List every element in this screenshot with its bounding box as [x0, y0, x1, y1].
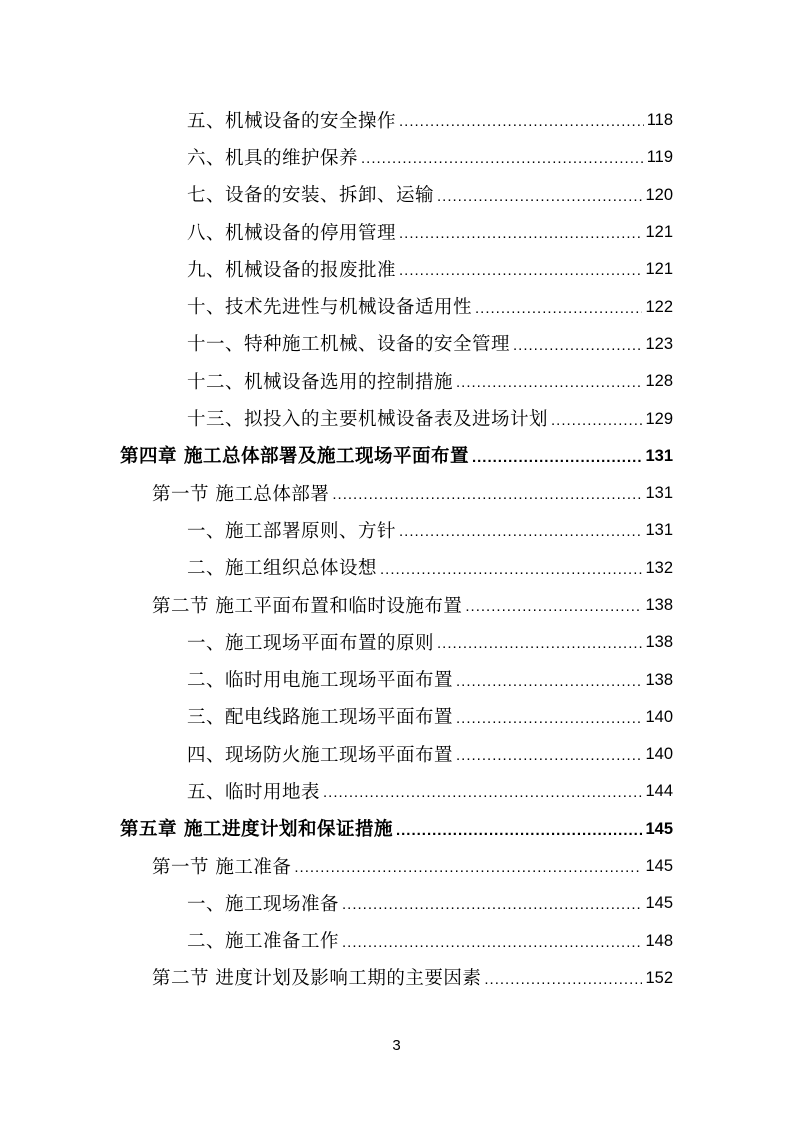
page-number: 3 [392, 1037, 401, 1054]
toc-dot-leader [513, 337, 642, 354]
toc-entry-title: 二、施工准备工作 [187, 931, 340, 953]
toc-entry-page: 118 [646, 111, 673, 130]
toc-dot-leader [342, 896, 642, 913]
toc-entry-page: 131 [645, 446, 673, 465]
toc-subsection-entry[interactable] [0, 623, 673, 660]
toc-subsection-entry[interactable] [0, 213, 673, 250]
toc-dot-leader [332, 486, 642, 503]
toc-entry-page: 132 [645, 558, 673, 577]
toc-entry-page: 122 [645, 297, 673, 316]
toc-entry-page: 148 [645, 931, 673, 950]
toc-entry-title: 六、机具的维护保养 [187, 147, 359, 169]
toc-dot-leader [456, 673, 642, 690]
toc-entry-page: 131 [645, 521, 673, 540]
toc-subsection-entry[interactable] [0, 325, 673, 362]
toc-dot-leader [475, 300, 642, 317]
toc-dot-leader [437, 188, 642, 205]
toc-subsection-entry[interactable] [0, 884, 673, 921]
toc-entry-title: 二、施工组织总体设想 [187, 558, 378, 580]
toc-entry-title: 二、临时用电施工现场平面布置 [187, 670, 454, 692]
toc-dot-leader [551, 412, 642, 429]
toc-entry-title: 一、施工现场平面布置的原则 [187, 632, 435, 654]
toc-dot-leader [399, 262, 642, 279]
toc-subsection-entry[interactable] [0, 922, 673, 959]
toc-section-entry[interactable] [0, 959, 673, 996]
toc-entry-page: 152 [645, 968, 673, 987]
toc-subsection-entry[interactable] [0, 735, 673, 772]
toc-dot-leader [399, 113, 644, 130]
toc-section-entry[interactable] [0, 586, 673, 623]
toc-entry-page: 138 [645, 633, 673, 652]
toc-entry-title: 第一节 施工准备 [152, 856, 292, 878]
toc-entry-title: 一、施工现场准备 [187, 893, 340, 915]
toc-entry-page: 119 [646, 148, 673, 167]
toc-dot-leader [323, 784, 642, 801]
toc-dot-leader [472, 449, 643, 466]
toc-entry-page: 129 [645, 409, 673, 428]
toc-chapter-entry[interactable] [0, 810, 673, 847]
toc-chapter-entry[interactable] [0, 437, 673, 474]
toc-subsection-entry[interactable] [0, 362, 673, 399]
toc-entry-page: 138 [645, 670, 673, 689]
toc-subsection-entry[interactable] [0, 138, 673, 175]
toc-subsection-entry[interactable] [0, 772, 673, 809]
toc-dot-leader [399, 225, 642, 242]
toc-subsection-entry[interactable] [0, 698, 673, 735]
toc-entry-title: 十一、特种施工机械、设备的安全管理 [187, 334, 511, 356]
toc-entry-page: 145 [645, 819, 673, 838]
toc-entry-page: 121 [645, 260, 673, 279]
toc-subsection-entry[interactable] [0, 399, 673, 436]
toc-section-entry[interactable] [0, 474, 673, 511]
toc-dot-leader [342, 934, 642, 951]
toc-dot-leader [465, 598, 642, 615]
toc-dot-leader [456, 374, 642, 391]
toc-entry-title: 八、机械设备的停用管理 [187, 222, 397, 244]
toc-entry-title: 第四章 施工总体部署及施工现场平面布置 [120, 446, 469, 468]
toc-dot-leader [399, 523, 642, 540]
toc-entry-title: 第二节 进度计划及影响工期的主要因素 [152, 968, 482, 990]
toc-entry-page: 140 [645, 707, 673, 726]
toc-entry-page: 120 [645, 185, 673, 204]
toc-entry-title: 十、技术先进性与机械设备适用性 [187, 297, 473, 319]
toc-section-entry[interactable] [0, 847, 673, 884]
toc-dot-leader [396, 822, 643, 839]
toc-entry-title: 十二、机械设备选用的控制措施 [187, 371, 454, 393]
toc-entry-title: 第一节 施工总体部署 [152, 483, 330, 505]
toc-entry-page: 128 [645, 372, 673, 391]
toc-dot-leader [437, 635, 642, 652]
toc-subsection-entry[interactable] [0, 250, 673, 287]
toc-entry-page: 138 [645, 596, 673, 614]
toc-entry-page: 145 [645, 894, 673, 913]
toc-entry-title: 七、设备的安装、拆卸、运输 [187, 185, 435, 207]
toc-entry-title: 五、机械设备的安全操作 [187, 110, 397, 132]
toc-dot-leader [456, 710, 642, 727]
toc-entry-title: 四、现场防火施工现场平面布置 [187, 744, 454, 766]
toc-entry-title: 五、临时用地表 [187, 781, 321, 803]
toc-subsection-entry[interactable] [0, 549, 673, 586]
toc-subsection-entry[interactable] [0, 660, 673, 697]
toc-dot-leader [294, 859, 642, 876]
table-of-contents [0, 101, 793, 996]
toc-entry-page: 121 [645, 223, 673, 242]
toc-entry-page: 123 [645, 334, 673, 353]
toc-dot-leader [380, 561, 642, 578]
toc-entry-title: 第二节 施工平面布置和临时设施布置 [152, 595, 463, 617]
toc-dot-leader [361, 150, 644, 167]
toc-entry-page: 131 [645, 484, 673, 503]
toc-dot-leader [456, 747, 642, 764]
toc-dot-leader [484, 971, 642, 988]
toc-entry-page: 140 [645, 745, 673, 764]
toc-subsection-entry[interactable] [0, 101, 673, 138]
toc-subsection-entry[interactable] [0, 176, 673, 213]
toc-entry-page: 144 [645, 782, 673, 801]
toc-subsection-entry[interactable] [0, 511, 673, 548]
toc-subsection-entry[interactable] [0, 287, 673, 324]
toc-entry-title: 一、施工部署原则、方针 [187, 520, 397, 542]
toc-entry-page: 145 [645, 857, 673, 876]
toc-entry-title: 第五章 施工进度计划和保证措施 [120, 819, 393, 841]
toc-entry-title: 九、机械设备的报废批准 [187, 259, 397, 281]
toc-entry-title: 三、配电线路施工现场平面布置 [187, 707, 454, 729]
toc-entry-title: 十三、拟投入的主要机械设备表及进场计划 [187, 409, 549, 431]
